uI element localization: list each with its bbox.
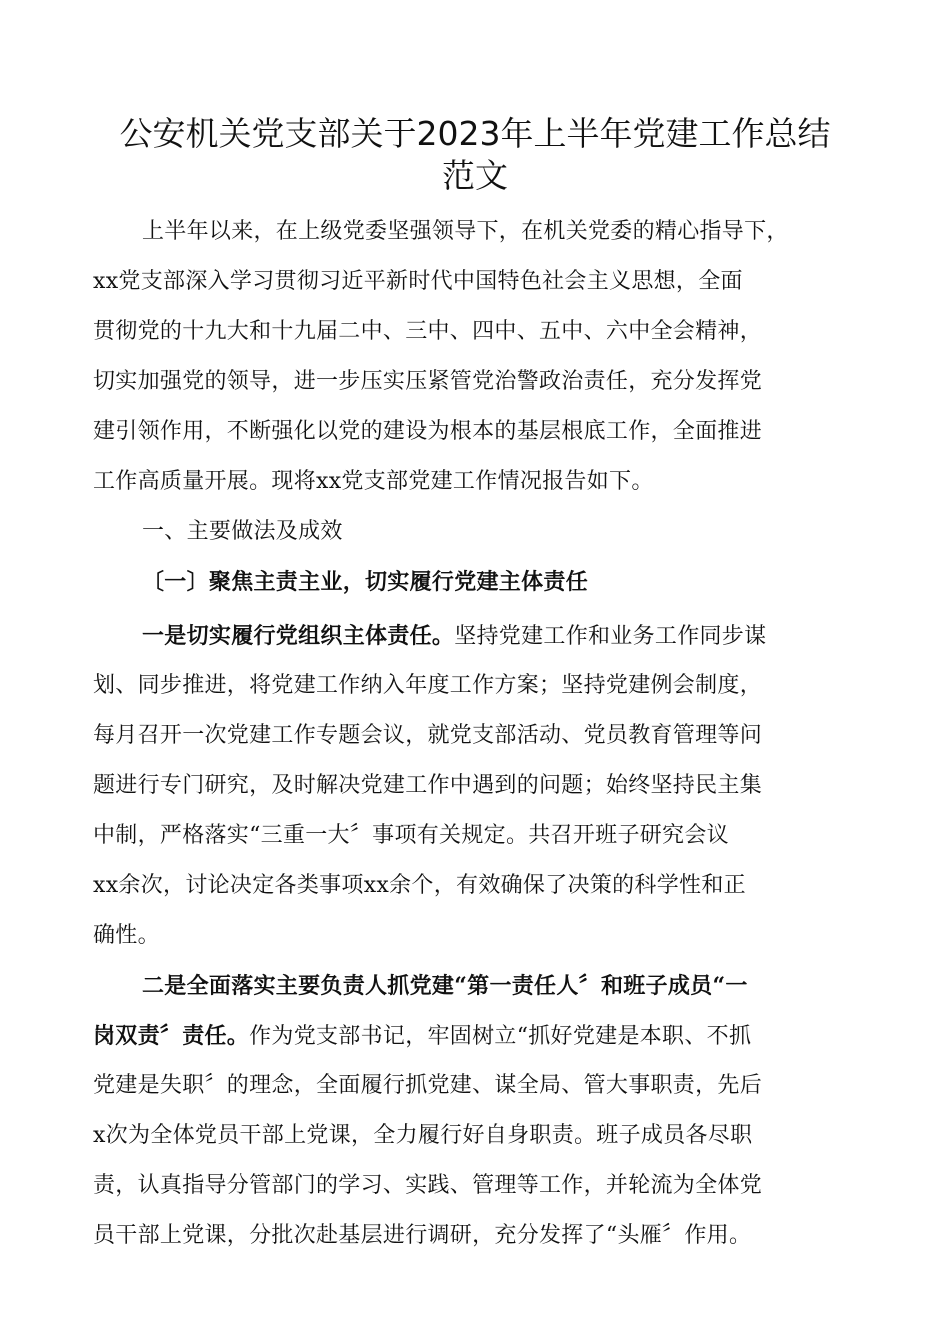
point-2-line: x次为全体党员干部上党课，全力履行好自身职责。班子成员各尽职: [93, 1123, 753, 1148]
intro-line: xx党支部深入学习贯彻习近平新时代中国特色社会主义思想，全面: [93, 269, 743, 294]
intro-line: 建引领作用，不断强化以党的建设为根本的基层根底工作，全面推进: [93, 419, 763, 444]
point-2-second-line: [93, 1021, 751, 1052]
point-2-line: 员干部上党课，分批次赴基层进行调研，充分发挥了“头雁〞作用。: [93, 1223, 752, 1248]
point-2-line: 党建是失职〞的理念，全面履行抓党建、谋全局、管大事职责，先后: [93, 1073, 763, 1098]
point-1-lead: 一是切实履行党组织主体责任。: [142, 623, 455, 649]
point-1-line: 每月召开一次党建工作专题会议，就党支部活动、党员教育管理等问: [93, 723, 763, 748]
document-title-line-2: 范文: [442, 156, 508, 195]
point-1-line: 划、同步推进，将党建工作纳入年度工作方案；坚持党建例会制度，: [93, 673, 763, 698]
point-1-line: 中制，严格落实“三重一大〞事项有关规定。共召开班子研究会议: [93, 823, 729, 848]
intro-line: 工作高质量开展。现将xx党支部党建工作情况报告如下。: [93, 469, 654, 494]
point-2-lead-line: 二是全面落实主要负责人抓党建“第一责任人〞和班子成员“一: [142, 973, 748, 999]
point-1-first-line: [142, 621, 766, 652]
point-2-text: 作为党支部书记，牢固树立“抓好党建是本职、不抓: [249, 1024, 752, 1049]
point-1-line: 题进行专门研究，及时解决党建工作中遇到的问题；始终坚持民主集: [93, 773, 763, 798]
intro-line: 上半年以来，在上级党委坚强领导下，在机关党委的精心指导下，: [142, 219, 789, 244]
section-heading: 一、主要做法及成效: [142, 519, 343, 544]
section-subheading: 〔一〕聚焦主责主业，切实履行党建主体责任: [142, 570, 589, 595]
intro-line: 切实加强党的领导，进一步压实压紧管党治警政治责任，充分发挥党: [93, 369, 763, 394]
point-2-line: 责，认真指导分管部门的学习、实践、管理等工作，并轮流为全体党: [93, 1173, 763, 1198]
point-1-line: xx余次，讨论决定各类事项xx余个，有效确保了决策的科学性和正: [93, 873, 746, 898]
intro-line: 贯彻党的十九大和十九届二中、三中、四中、五中、六中全会精神，: [93, 319, 763, 344]
point-1-line: 确性。: [93, 923, 160, 948]
point-2-lead: 岗双责〞责任。: [93, 1023, 250, 1049]
document-title-line-1: 公安机关党支部关于2023年上半年党建工作总结: [119, 114, 831, 153]
point-1-text: 坚持党建工作和业务工作同步谋: [454, 624, 767, 649]
